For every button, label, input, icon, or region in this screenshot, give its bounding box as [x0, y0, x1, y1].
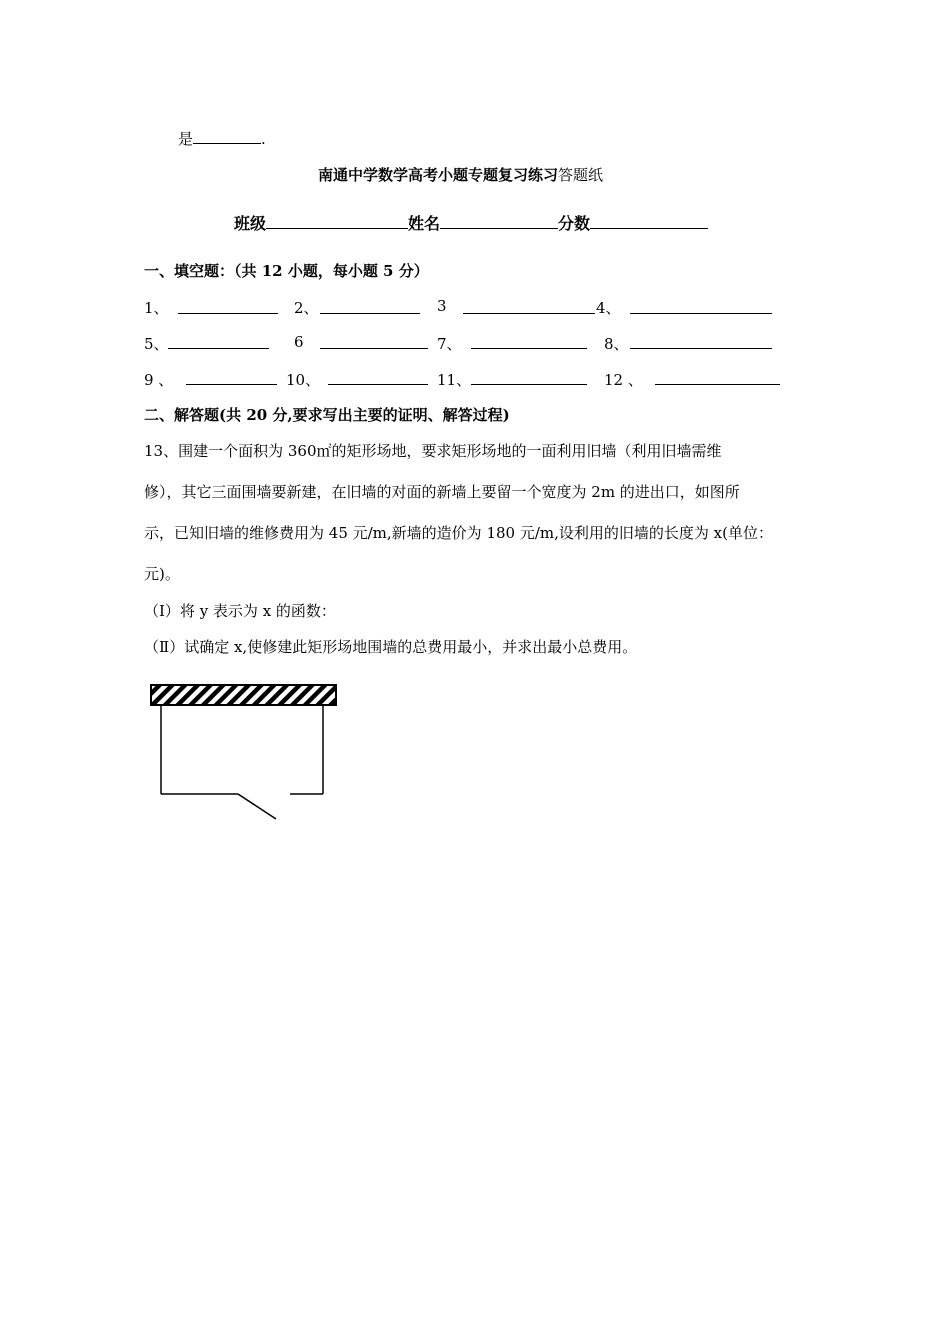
blank-item-label: 4、	[596, 299, 621, 317]
class-label: 班级	[234, 214, 267, 233]
answer-blank-3[interactable]	[463, 313, 595, 314]
page-title-main: 南通中学数学高考小题专题复习练习	[318, 166, 559, 184]
blank-item-label: 6	[294, 333, 304, 351]
gate-door	[238, 794, 276, 819]
wall-diagram	[140, 676, 350, 826]
problem-part-2: （Ⅱ）试确定 x,使修建此矩形场地围墙的总费用最小，并求出最小总费用。	[144, 638, 638, 656]
answer-blank-7[interactable]	[471, 348, 587, 349]
answer-blank-12[interactable]	[655, 384, 780, 385]
page-title	[318, 164, 603, 185]
top-fragment	[178, 128, 266, 149]
info-row	[234, 211, 708, 234]
answer-blank-6[interactable]	[320, 348, 428, 349]
section1-heading: 一、填空题：（共 12 小题，每小题 5 分）	[144, 262, 429, 280]
old-wall	[151, 685, 336, 705]
score-field[interactable]	[590, 214, 708, 229]
problem-line: 示，已知旧墙的维修费用为 45 元/m,新墙的造价为 180 元/m,设利用的旧墙的长度为 x(单位：	[144, 524, 773, 542]
blank-item-label: 12 、	[604, 371, 643, 389]
score-label: 分数	[558, 214, 591, 233]
answer-blank-5[interactable]	[168, 348, 269, 349]
answer-blank-11[interactable]	[471, 384, 587, 385]
top-fragment-suffix: .	[261, 130, 266, 148]
blank-item-label: 9 、	[144, 371, 174, 389]
answer-blank	[193, 129, 261, 144]
answer-blank-2[interactable]	[320, 313, 420, 314]
page-title-suffix: 答题纸	[558, 166, 604, 184]
answer-blank-10[interactable]	[328, 384, 428, 385]
section2-heading: 二、解答题(共 20 分,要求写出主要的证明、解答过程)	[144, 406, 510, 424]
blank-item-label: 11、	[437, 371, 472, 389]
problem-line: 13、围建一个面积为 360㎡的矩形场地，要求矩形场地的一面利用旧墙（利用旧墙需维	[144, 442, 722, 460]
blank-item-label: 7、	[437, 335, 462, 353]
blank-item-label: 2、	[294, 299, 319, 317]
blank-item-label: 1、	[144, 299, 169, 317]
answer-blank-1[interactable]	[178, 313, 278, 314]
problem-line: 元)。	[144, 565, 180, 583]
problem-part-1: （Ⅰ）将 y 表示为 x 的函数：	[144, 602, 336, 620]
top-fragment-prefix: 是	[178, 130, 194, 148]
name-field[interactable]	[440, 214, 558, 229]
blank-item-label: 3	[437, 297, 447, 315]
blank-item-label: 10、	[286, 371, 321, 389]
answer-blank-9[interactable]	[186, 384, 277, 385]
blank-item-label: 8、	[604, 335, 629, 353]
blank-item-label: 5、	[144, 335, 169, 353]
class-field[interactable]	[266, 214, 408, 229]
name-label: 姓名	[408, 214, 441, 233]
problem-line: 修），其它三面围墙要新建，在旧墙的对面的新墙上要留一个宽度为 2m 的进出口，如图所	[144, 483, 740, 501]
answer-blank-8[interactable]	[630, 348, 772, 349]
answer-blank-4[interactable]	[630, 313, 772, 314]
